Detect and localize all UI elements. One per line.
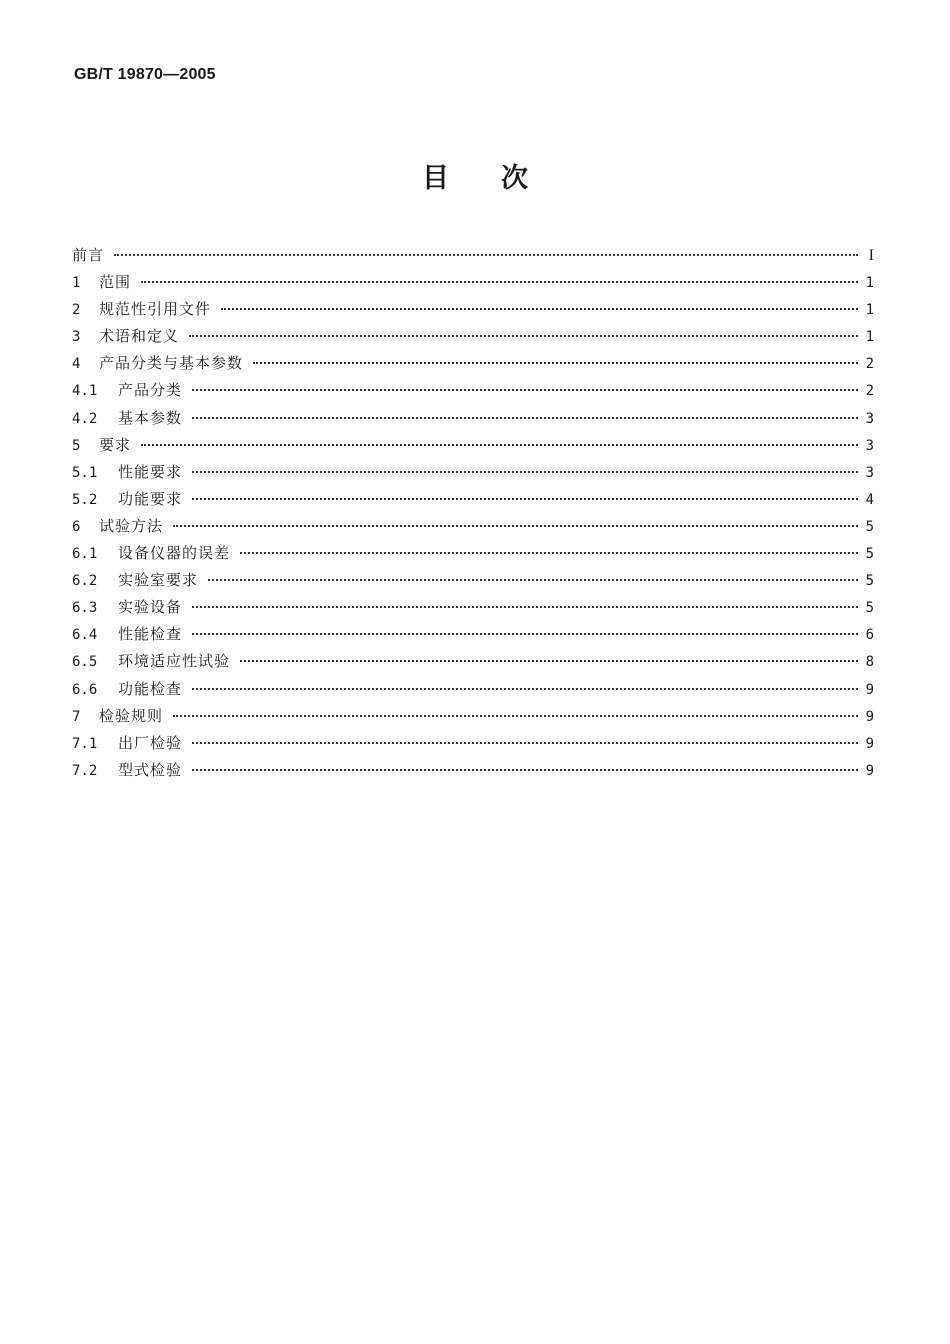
toc-entry-label: 范围	[99, 273, 132, 292]
page-title	[0, 156, 950, 195]
toc-entry[interactable]	[72, 486, 874, 513]
toc-entry-page: 4	[865, 491, 874, 508]
toc-dot-leader	[192, 768, 858, 771]
table-of-contents	[72, 242, 874, 784]
toc-entry-number: 6.5	[72, 654, 98, 671]
toc-entry-label: 前言	[72, 246, 105, 264]
toc-entry-number: 6.3	[72, 600, 98, 617]
toc-entry[interactable]	[72, 459, 874, 486]
toc-entry[interactable]	[72, 730, 874, 757]
toc-entry-label: 实验设备	[118, 598, 183, 617]
title-char-1: 目	[422, 163, 449, 194]
toc-dot-leader	[253, 361, 858, 364]
toc-entry-page: 2	[865, 356, 874, 373]
toc-entry-page: I	[868, 247, 874, 264]
toc-entry-label: 产品分类与基本参数	[99, 354, 244, 373]
toc-entry-number: 1	[72, 275, 81, 292]
toc-entry[interactable]	[72, 676, 874, 703]
toc-entry-label: 术语和定义	[99, 327, 180, 346]
toc-dot-leader	[208, 578, 858, 581]
toc-entry-page: 6	[865, 627, 874, 644]
toc-entry-number: 4	[72, 356, 81, 373]
toc-entry-page: 1	[865, 302, 874, 319]
toc-dot-leader	[240, 551, 858, 554]
toc-entry-label: 基本参数	[118, 408, 183, 427]
toc-dot-leader	[192, 497, 858, 500]
toc-entry-page: 5	[865, 573, 874, 590]
toc-dot-leader	[192, 687, 858, 690]
toc-entry-label: 出厂检验	[118, 733, 183, 752]
toc-entry-page: 5	[865, 518, 874, 535]
toc-dot-leader	[173, 524, 858, 527]
toc-entry-label: 检验规则	[99, 706, 164, 725]
toc-entry-number: 2	[72, 302, 81, 319]
toc-entry-number: 5.1	[72, 464, 98, 481]
toc-entry-page: 5	[865, 546, 874, 563]
toc-entry[interactable]	[72, 242, 874, 269]
toc-entry-page: 2	[865, 383, 874, 400]
toc-dot-leader	[192, 632, 858, 635]
toc-entry-number: 7.1	[72, 735, 98, 752]
toc-entry[interactable]	[72, 567, 874, 594]
toc-entry[interactable]	[72, 757, 874, 784]
toc-entry-number: 6.2	[72, 573, 98, 590]
toc-entry-label: 性能检查	[118, 625, 183, 644]
toc-entry-number: 7.2	[72, 762, 98, 779]
toc-entry-label: 型式检验	[118, 760, 183, 779]
toc-entry-number: 6.1	[72, 546, 98, 563]
toc-entry[interactable]	[72, 513, 874, 540]
toc-entry-label: 设备仪器的误差	[118, 544, 231, 563]
toc-entry-label: 产品分类	[118, 381, 183, 400]
toc-entry-label: 功能要求	[118, 489, 183, 508]
toc-entry-number: 6	[72, 518, 81, 535]
toc-entry[interactable]	[72, 703, 874, 730]
toc-entry-number: 4.2	[72, 410, 98, 427]
toc-entry-page: 9	[865, 762, 874, 779]
toc-entry-label: 实验室要求	[118, 571, 199, 590]
toc-entry-page: 9	[865, 708, 874, 725]
standard-code: GB/T 19870—2005	[74, 66, 216, 83]
toc-entry-page: 3	[865, 410, 874, 427]
toc-entry[interactable]	[72, 540, 874, 567]
toc-entry-number: 5.2	[72, 491, 98, 508]
toc-entry[interactable]	[72, 648, 874, 675]
toc-entry-label: 要求	[99, 435, 132, 454]
toc-entry[interactable]	[72, 432, 874, 459]
toc-dot-leader	[114, 253, 858, 256]
toc-entry[interactable]	[72, 323, 874, 350]
toc-dot-leader	[192, 605, 858, 608]
toc-dot-leader	[240, 659, 858, 662]
toc-entry-page: 1	[865, 329, 874, 346]
toc-entry-page: 9	[865, 681, 874, 698]
toc-entry-label: 功能检查	[118, 679, 183, 698]
title-char-2: 次	[501, 163, 528, 194]
toc-entry-number: 6.4	[72, 627, 98, 644]
toc-entry[interactable]	[72, 269, 874, 296]
toc-entry-page: 5	[865, 600, 874, 617]
toc-dot-leader	[192, 388, 858, 391]
toc-entry-page: 3	[865, 437, 874, 454]
toc-entry-page: 1	[865, 275, 874, 292]
toc-entry-number: 4.1	[72, 383, 98, 400]
toc-entry-number: 7	[72, 708, 81, 725]
toc-entry-number: 6.6	[72, 681, 98, 698]
toc-dot-leader	[192, 470, 858, 473]
toc-entry-label: 试验方法	[99, 516, 164, 535]
toc-entry-label: 环境适应性试验	[118, 652, 231, 671]
toc-entry-number: 5	[72, 437, 81, 454]
toc-dot-leader	[141, 443, 858, 446]
toc-entry[interactable]	[72, 377, 874, 404]
toc-entry[interactable]	[72, 594, 874, 621]
toc-entry[interactable]	[72, 621, 874, 648]
toc-dot-leader	[221, 307, 858, 310]
toc-entry[interactable]	[72, 350, 874, 377]
toc-entry-page: 3	[865, 464, 874, 481]
toc-entry[interactable]	[72, 405, 874, 432]
toc-dot-leader	[189, 334, 858, 337]
toc-entry-number: 3	[72, 329, 81, 346]
toc-dot-leader	[192, 416, 858, 419]
toc-entry-page: 8	[865, 654, 874, 671]
toc-dot-leader	[141, 280, 858, 283]
toc-dot-leader	[173, 714, 858, 717]
toc-entry[interactable]	[72, 296, 874, 323]
toc-dot-leader	[192, 741, 858, 744]
toc-entry-page: 9	[865, 735, 874, 752]
toc-entry-label: 规范性引用文件	[99, 300, 212, 319]
toc-entry-label: 性能要求	[118, 462, 183, 481]
